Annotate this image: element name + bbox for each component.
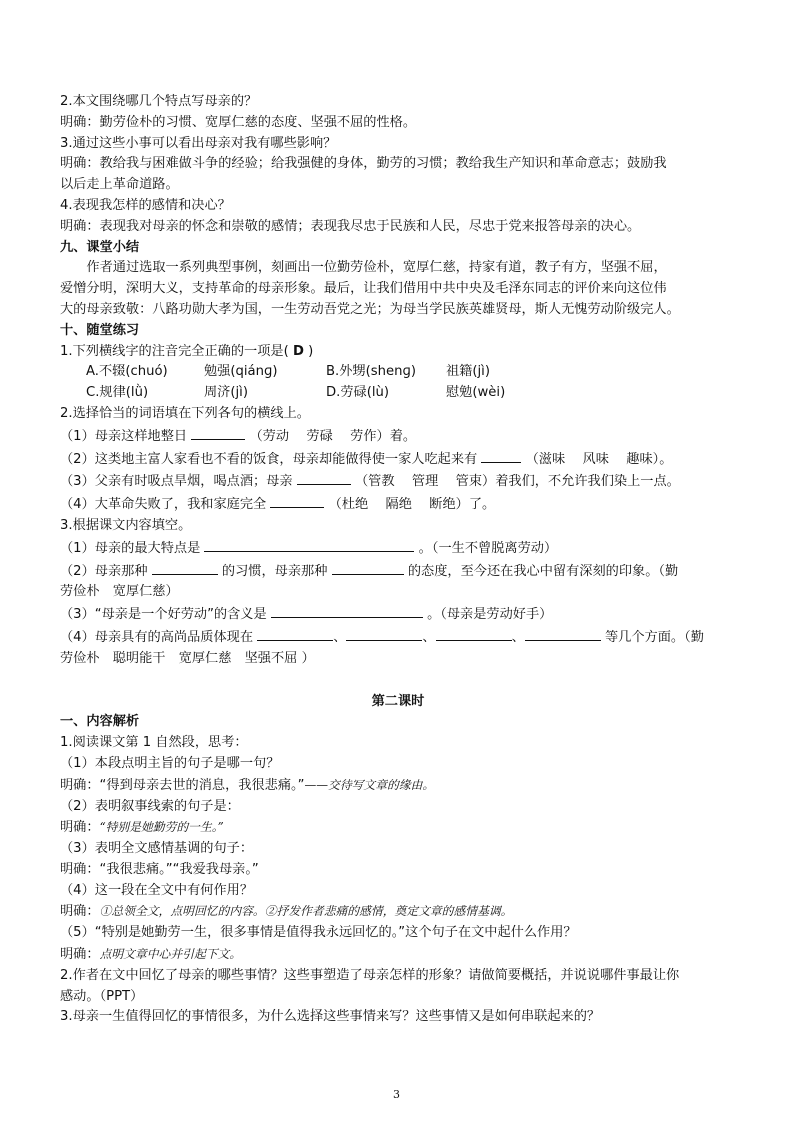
exercise-3-item-1: （1）母亲的最大特点是 。（一生不曾脱离劳动） bbox=[60, 537, 736, 560]
content-question-1-2: （2）表明叙事线索的句子是： bbox=[60, 798, 240, 814]
option-c-1: C.规律(lǜ) bbox=[86, 385, 149, 401]
content-question-1-3: （3）表明全文感情基调的句子： bbox=[60, 841, 254, 857]
question-2: 2.本文围绕哪几个特点写母亲的？ bbox=[60, 94, 258, 109]
summary-line-3: 大的母亲致敬：八路功勋大孝为国，一生劳动吾党之光；为母当学民族英雄贤母，斯人无愧劳动阶级完人。 bbox=[60, 301, 680, 317]
question-3: 3.通过这些小事可以看出母亲对我有哪些影响？ bbox=[60, 135, 337, 151]
content-answer-1-1: 明确：“得到母亲去世的消息，我很悲痛。”——交待写文章的缘由。 bbox=[60, 777, 435, 793]
content-answer-1-4: 明确：①总领全文，点明回忆的内容。②抒发作者悲痛的感情，奠定文章的感情基调。 bbox=[60, 904, 513, 920]
fill-blank[interactable] bbox=[204, 537, 414, 552]
option-a-2: 勉强(qiánɡ) bbox=[204, 364, 278, 380]
fill-blank[interactable] bbox=[191, 425, 245, 440]
fill-blank[interactable] bbox=[152, 560, 218, 575]
exercise-2-item-1: （1）母亲这样地整日 （劳动 劳碌 劳作）着。 bbox=[60, 425, 736, 448]
fill-blank[interactable] bbox=[436, 626, 512, 641]
exercise-2-item-4: （4）大革命失败了，我和家庭完全 （杜绝 隔绝 断绝）了。 bbox=[60, 493, 736, 516]
content-question-3: 3.母亲一生值得回忆的事情很多，为什么选择这些事情来写？这些事情又是如何串联起来的？ bbox=[60, 1009, 601, 1025]
content-question-1-5: （5）“特别是她勤劳一生，很多事情是值得我永远回忆的。”这个句子在文中起什么作用？ bbox=[60, 925, 577, 941]
answer-4: 明确：表现我对母亲的怀念和崇敬的感情；表现我尽忠于民族和人民，尽忠于党来报答母亲的决心。 bbox=[60, 218, 641, 234]
exercise-1-options-row-2 bbox=[60, 383, 736, 404]
exercise-3-item-4-line-2: 劳俭朴 聪明能干 宽厚仁慈 坚强不屈 ） bbox=[60, 650, 315, 666]
option-b-2: 祖籍(jì) bbox=[446, 364, 490, 380]
exercise-3-item-2-line-2: 劳俭朴 宽厚仁慈） bbox=[60, 584, 179, 600]
content-question-1-1: （1）本段点明主旨的句子是哪一句？ bbox=[60, 755, 280, 771]
fill-blank[interactable] bbox=[346, 626, 422, 641]
content-question-2-line-1: 2.作者在文中回忆了母亲的哪些事情？这些事塑造了母亲怎样的形象？请做简要概括，并说说哪件事最让你 bbox=[60, 967, 680, 983]
exercise-1-answer: D bbox=[292, 343, 304, 359]
question-4: 4.表现我怎样的感情和决心？ bbox=[60, 197, 231, 213]
content-question-1-4: （4）这一段在全文中有何作用？ bbox=[60, 882, 254, 898]
exercise-3-item-3: （3）“母亲是一个好劳动”的含义是 。（母亲是劳动好手） bbox=[60, 603, 736, 626]
fill-blank[interactable] bbox=[271, 603, 423, 618]
answer-2: 明确：勤劳俭朴的习惯、宽厚仁慈的态度、坚强不屈的性格。 bbox=[60, 114, 417, 130]
answer-3-line-1: 明确：教给我与困难做斗争的经验；给我强健的身体，勤劳的习惯；教给我生产知识和革命意志；鼓励我 bbox=[60, 156, 667, 172]
heading-exercises: 十、随堂练习 bbox=[60, 322, 140, 338]
content-question-2-line-2: 感动。（PPT） bbox=[60, 988, 144, 1004]
content-answer-1-2: 明确：“特别是她勤劳的一生。” bbox=[60, 820, 224, 836]
exercise-3-item-2: （2）母亲那种 的习惯，母亲那种 的态度，至今还在我心中留有深刻的印象。（勤 bbox=[60, 560, 736, 583]
exercise-2-item-2: （2）这类地主富人家看也不看的饭食，母亲却能做得使一家人吃起来有 （滋味 风味 趣味）。 bbox=[60, 448, 736, 471]
answer-3-line-2: 以后走上革命道路。 bbox=[60, 177, 179, 193]
option-c-2: 周济(jì) bbox=[204, 385, 248, 401]
content-answer-1-3: 明确：“我很悲痛。”“我爱我母亲。” bbox=[60, 861, 259, 877]
option-d-2: 慰勉(wèi) bbox=[446, 385, 506, 401]
exercise-3-item-4: （4）母亲具有的高尚品质体现在 、 、 、 等几个方面。（勤 bbox=[60, 626, 736, 649]
summary-line-1: 作者通过选取一系列典型事例，刻画出一位勤劳俭朴，宽厚仁慈，持家有道，教子有方，坚强不屈， bbox=[86, 260, 667, 276]
content-question-1: 1.阅读课文第 1 自然段，思考： bbox=[60, 735, 248, 751]
exercise-1-question: 1.下列横线字的注音完全正确的一项是( D ) bbox=[60, 343, 314, 359]
content-answer-1-5: 明确：点明文章中心并引起下文。 bbox=[60, 947, 242, 963]
option-b-1: B.外甥(shenɡ) bbox=[326, 364, 416, 380]
fill-blank[interactable] bbox=[270, 493, 324, 508]
option-a-1: A.不辍(chuó) bbox=[86, 364, 168, 380]
heading-class-summary: 九、课堂小结 bbox=[60, 239, 140, 255]
summary-line-2: 爱憎分明，深明大义，支持革命的母亲形象。最后，让我们借用中共中央及毛泽东同志的评价来向这位伟 bbox=[60, 281, 667, 297]
lesson-2-title: 第二课时 bbox=[371, 693, 425, 709]
exercise-2-question: 2.选择恰当的词语填在下列各句的横线上。 bbox=[60, 405, 310, 421]
fill-blank[interactable] bbox=[332, 560, 404, 575]
exercise-3-question: 3.根据课文内容填空。 bbox=[60, 517, 192, 533]
heading-content-analysis: 一、内容解析 bbox=[60, 714, 140, 730]
exercise-1-options-row-1 bbox=[60, 362, 736, 383]
document-page bbox=[60, 92, 736, 1028]
exercise-2-item-3: （3）父亲有时吸点旱烟，喝点酒；母亲 （管教 管理 管束）着我们，不允许我们染上一点。 bbox=[60, 470, 736, 493]
option-d-1: D.劳碌(lù) bbox=[326, 385, 390, 401]
fill-blank[interactable] bbox=[481, 448, 521, 463]
page-number: 3 bbox=[393, 1088, 400, 1101]
fill-blank[interactable] bbox=[525, 626, 601, 641]
fill-blank[interactable] bbox=[297, 470, 351, 485]
fill-blank[interactable] bbox=[257, 626, 333, 641]
